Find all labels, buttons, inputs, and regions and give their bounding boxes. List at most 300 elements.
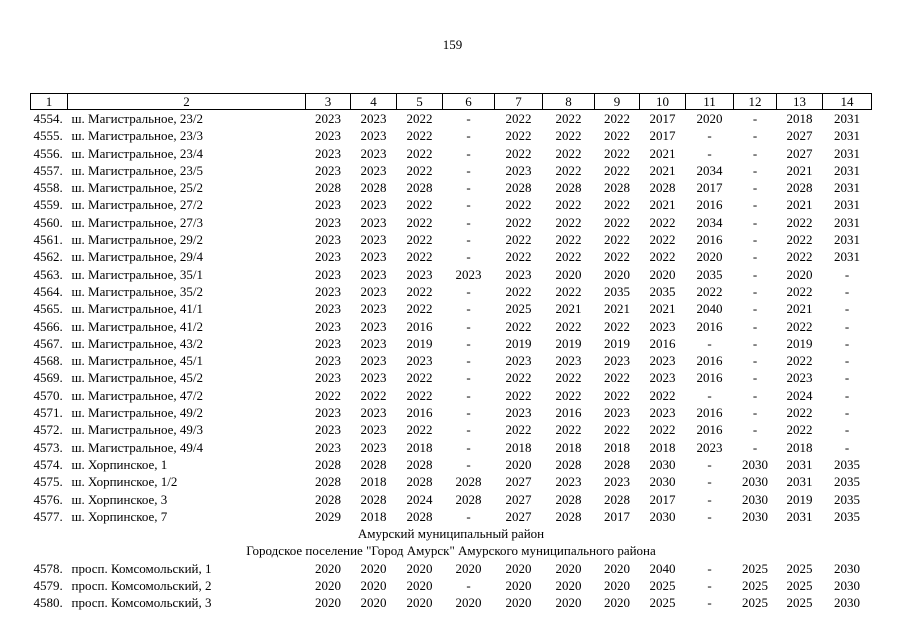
value-col-10: 2021 [649,145,676,161]
value-col-13: 2031 [786,474,813,490]
value-col-10: 2030 [649,474,676,490]
value-col-8: 2022 [555,249,582,265]
value-col-4: 2028 [360,456,387,472]
value-col-12: 2030 [742,474,768,490]
address: ш. Магистральное, 35/2 [71,283,204,299]
table-row [31,491,872,508]
value-col-5: 2018 [406,439,433,455]
value-col-13: 2027 [786,145,813,161]
value-col-5: 2022 [406,197,433,213]
value-col-9: 2023 [604,353,630,369]
value-col-13: 2022 [786,214,813,230]
row-number: 4557. [33,162,63,178]
address: ш. Магистральное, 47/2 [71,387,204,403]
value-col-3: 2020 [315,560,341,576]
value-col-6: 2020 [455,595,482,611]
value-col-6: 2028 [455,474,482,490]
value-col-10: 2022 [649,232,676,248]
value-col-12: - [752,283,758,299]
value-col-10: 2018 [649,439,676,455]
value-col-10: 2028 [649,180,676,196]
table-row [31,214,872,231]
table-header [31,94,872,110]
value-col-9: 2020 [604,560,630,576]
value-col-14: - [844,335,850,351]
table-row [31,387,872,404]
value-col-7: 2023 [505,353,532,369]
value-col-11: 2016 [696,232,723,248]
value-col-7: 2022 [505,422,532,438]
value-col-5: 2016 [406,405,433,421]
table-row [31,145,872,162]
value-col-4: 2018 [360,474,387,490]
table-row [31,352,872,369]
value-col-14: - [844,301,850,317]
value-col-10: 2021 [649,301,676,317]
table-row [31,439,872,456]
value-col-7: 2027 [505,474,532,490]
value-col-12: 2025 [742,595,768,611]
value-col-14: 2031 [834,111,860,126]
value-col-13: 2024 [786,387,813,403]
value-col-4: 2023 [360,214,387,230]
value-col-9: 2018 [604,439,630,455]
value-col-6: - [466,578,471,594]
table-row [31,179,872,196]
value-col-12: - [752,249,758,265]
value-col-7: 2023 [505,266,532,282]
table-row [31,508,872,525]
value-col-9: 2022 [604,370,630,386]
value-col-9: 2028 [604,491,630,507]
value-col-14: 2030 [834,595,860,611]
value-col-8: 2022 [555,128,582,144]
table-row [31,335,872,352]
value-col-12: 2030 [742,456,768,472]
value-col-8: 2022 [555,111,582,126]
value-col-7: 2022 [505,232,532,248]
value-col-13: 2021 [786,162,813,178]
value-col-7: 2019 [505,335,532,351]
value-col-13: 2020 [786,266,813,282]
value-col-5: 2019 [406,335,433,351]
value-col-13: 2028 [786,180,813,196]
row-number: 4568. [33,353,63,369]
value-col-6: - [466,318,471,334]
row-number: 4565. [33,301,63,317]
value-col-7: 2022 [505,370,532,386]
value-col-12: 2030 [742,491,768,507]
value-col-11: - [707,595,712,611]
table-row [31,594,872,611]
value-col-9: 2022 [604,145,630,161]
value-col-4: 2023 [360,111,387,126]
value-col-11: 2016 [696,353,723,369]
table-row [31,369,872,386]
value-col-9: 2022 [604,318,630,334]
value-col-9: 2022 [604,387,630,403]
value-col-4: 2020 [360,578,387,594]
value-col-11: 2034 [696,214,723,230]
value-col-12: - [752,353,758,369]
value-col-10: 2022 [649,214,676,230]
value-col-11: 2016 [696,422,723,438]
value-col-7: 2022 [505,145,532,161]
value-col-5: 2022 [406,283,433,299]
value-col-5: 2022 [406,232,433,248]
value-col-13: 2027 [786,128,813,144]
table-row [31,266,872,283]
value-col-6: - [466,232,471,248]
value-col-14: 2035 [834,456,860,472]
value-col-8: 2022 [555,214,582,230]
value-col-5: 2023 [406,266,433,282]
value-col-7: 2022 [505,128,532,144]
address: ш. Магистральное, 41/2 [71,318,204,334]
value-col-9: 2022 [604,249,630,265]
value-col-8: 2022 [555,283,582,299]
value-col-7: 2028 [505,180,532,196]
value-col-5: 2022 [406,301,433,317]
value-col-10: 2021 [649,197,676,213]
value-col-14: 2030 [834,560,860,576]
address: ш. Магистральное, 23/5 [71,162,204,178]
value-col-5: 2022 [406,387,433,403]
value-col-4: 2023 [360,266,387,282]
header-col-11: 11 [686,94,734,110]
value-col-10: 2023 [649,405,676,421]
address: ш. Магистральное, 49/4 [71,439,204,455]
value-col-14: 2031 [834,145,860,161]
value-col-6: - [466,128,471,144]
value-col-4: 2023 [360,301,387,317]
value-col-3: 2023 [315,353,341,369]
value-col-12: - [752,111,758,126]
value-col-12: - [752,128,758,144]
table-row [31,456,872,473]
value-col-7: 2018 [505,439,532,455]
row-number: 4562. [33,249,63,265]
value-col-11: 2034 [696,162,723,178]
section-heading: Городское поселение "Город Амурск" Амурского муниципального района [246,543,656,559]
value-col-10: 2017 [649,491,676,507]
value-col-7: 2023 [505,405,532,421]
value-col-13: 2025 [786,595,813,611]
value-col-4: 2028 [360,180,387,196]
value-col-13: 2019 [786,491,813,507]
value-col-7: 2022 [505,249,532,265]
header-col-1: 1 [31,94,68,110]
row-number: 4559. [33,197,63,213]
address: ш. Магистральное, 29/2 [71,232,204,248]
value-col-11: 2016 [696,405,723,421]
value-col-6: - [466,197,471,213]
value-col-9: 2023 [604,405,630,421]
value-col-14: 2031 [834,214,860,230]
value-col-9: 2022 [604,232,630,248]
value-col-9: 2020 [604,595,630,611]
value-col-6: - [466,301,471,317]
value-col-8: 2022 [555,387,582,403]
value-col-8: 2028 [555,491,582,507]
row-number: 4560. [33,214,63,230]
value-col-5: 2022 [406,162,433,178]
value-col-12: - [752,180,758,196]
value-col-6: 2023 [455,266,482,282]
value-col-12: - [752,370,758,386]
value-col-10: 2023 [649,370,676,386]
value-col-9: 2019 [604,335,630,351]
table-row [31,318,872,335]
row-number: 4558. [33,180,63,196]
value-col-8: 2021 [555,301,582,317]
table-row [31,162,872,179]
value-col-9: 2021 [604,301,630,317]
value-col-12: - [752,405,758,421]
value-col-12: - [752,162,758,178]
value-col-6: - [466,335,471,351]
value-col-3: 2023 [315,162,341,178]
address: ш. Магистральное, 23/2 [71,111,204,126]
value-col-7: 2022 [505,197,532,213]
value-col-14: 2035 [834,508,860,524]
header-col-4: 4 [351,94,397,110]
address: ш. Магистральное, 25/2 [71,180,204,196]
value-col-12: - [752,232,758,248]
value-col-9: 2022 [604,422,630,438]
value-col-10: 2017 [649,111,676,126]
value-col-4: 2023 [360,439,387,455]
value-col-7: 2023 [505,162,532,178]
value-col-6: - [466,456,471,472]
value-col-8: 2018 [555,439,582,455]
value-col-10: 2022 [649,387,676,403]
value-col-13: 2022 [786,353,813,369]
value-col-3: 2022 [315,387,341,403]
value-col-9: 2028 [604,180,630,196]
value-col-3: 2023 [315,266,341,282]
value-col-10: 2035 [649,283,676,299]
header-col-3: 3 [306,94,351,110]
header-row [31,94,872,110]
value-col-14: 2035 [834,474,860,490]
value-col-4: 2023 [360,422,387,438]
table-row [31,110,872,128]
row-number: 4554. [33,111,63,126]
value-col-11: 2017 [696,180,723,196]
value-col-8: 2023 [555,474,582,490]
value-col-5: 2022 [406,249,433,265]
value-col-3: 2023 [315,128,341,144]
value-col-4: 2018 [360,508,387,524]
value-col-4: 2023 [360,405,387,421]
value-col-13: 2022 [786,249,813,265]
value-col-6: - [466,439,471,455]
value-col-11: 2040 [696,301,723,317]
address: ш. Магистральное, 45/2 [71,370,204,386]
value-col-13: 2022 [786,232,813,248]
value-col-11: - [707,145,712,161]
value-col-7: 2020 [505,578,532,594]
value-col-14: - [844,405,850,421]
row-number: 4575. [33,474,63,490]
value-col-7: 2020 [505,456,532,472]
header-col-5: 5 [397,94,443,110]
address: ш. Магистральное, 23/4 [71,145,204,161]
value-col-14: 2031 [834,180,860,196]
value-col-6: - [466,249,471,265]
value-col-5: 2022 [406,128,433,144]
table-row [31,231,872,248]
row-number: 4576. [33,491,63,507]
value-col-6: 2020 [455,560,482,576]
value-col-3: 2028 [315,456,341,472]
value-col-11: - [707,387,712,403]
address: ш. Хорпинское, 1/2 [71,474,178,490]
value-col-14: 2031 [834,128,860,144]
value-col-3: 2023 [315,422,341,438]
value-col-11: - [707,128,712,144]
value-col-14: 2035 [834,491,860,507]
value-col-8: 2020 [555,560,582,576]
value-col-14: - [844,439,850,455]
value-col-4: 2023 [360,283,387,299]
row-number: 4564. [33,283,63,299]
value-col-10: 2023 [649,353,676,369]
value-col-5: 2020 [406,578,433,594]
value-col-7: 2022 [505,318,532,334]
value-col-13: 2025 [786,578,813,594]
value-col-3: 2023 [315,335,341,351]
value-col-5: 2024 [406,491,433,507]
value-col-5: 2028 [406,508,433,524]
value-col-6: - [466,370,471,386]
section-heading-row [31,525,872,542]
value-col-3: 2029 [315,508,341,524]
table-row [31,127,872,144]
value-col-3: 2020 [315,595,341,611]
value-col-8: 2022 [555,145,582,161]
row-number: 4566. [33,318,63,334]
table-row [31,196,872,213]
value-col-12: - [752,145,758,161]
value-col-4: 2023 [360,335,387,351]
value-col-13: 2031 [786,508,813,524]
value-col-9: 2020 [604,266,630,282]
row-number: 4578. [33,560,63,576]
value-col-12: - [752,387,758,403]
row-number: 4572. [33,422,63,438]
value-col-5: 2023 [406,353,433,369]
value-col-3: 2023 [315,249,341,265]
value-col-12: - [752,301,758,317]
header-col-13: 13 [777,94,823,110]
header-col-2: 2 [68,94,306,110]
address: ш. Магистральное, 35/1 [71,266,204,282]
value-col-9: 2022 [604,197,630,213]
value-col-13: 2031 [786,456,813,472]
value-col-13: 2021 [786,301,813,317]
value-col-5: 2022 [406,422,433,438]
value-col-3: 2023 [315,214,341,230]
value-col-8: 2020 [555,266,582,282]
value-col-11: - [707,456,712,472]
value-col-4: 2023 [360,145,387,161]
value-col-8: 2022 [555,197,582,213]
value-col-9: 2020 [604,578,630,594]
header-col-10: 10 [640,94,686,110]
value-col-6: - [466,283,471,299]
value-col-13: 2022 [786,283,813,299]
address: ш. Магистральное, 23/3 [71,128,204,144]
value-col-11: 2016 [696,318,723,334]
value-col-14: 2031 [834,232,860,248]
value-col-7: 2025 [505,301,532,317]
value-col-11: - [707,474,712,490]
value-col-10: 2022 [649,249,676,265]
value-col-14: - [844,422,850,438]
value-col-7: 2022 [505,283,532,299]
value-col-14: 2031 [834,249,860,265]
value-col-4: 2022 [360,387,387,403]
value-col-10: 2020 [649,266,676,282]
value-col-12: - [752,439,758,455]
value-col-3: 2028 [315,180,341,196]
value-col-7: 2022 [505,111,532,126]
row-number: 4577. [33,508,63,524]
value-col-11: - [707,335,712,351]
address: ш. Магистральное, 27/3 [71,214,204,230]
value-col-14: - [844,283,850,299]
table-row [31,421,872,438]
value-col-13: 2022 [786,405,813,421]
row-number: 4574. [33,456,63,472]
value-col-10: 2030 [649,508,676,524]
header-col-14: 14 [823,94,872,110]
value-col-4: 2023 [360,197,387,213]
value-col-5: 2028 [406,474,433,490]
value-col-5: 2022 [406,214,433,230]
value-col-3: 2023 [315,111,341,126]
address: просп. Комсомольский, 2 [71,578,212,594]
header-col-7: 7 [495,94,543,110]
value-col-11: 2023 [696,439,723,455]
value-col-3: 2023 [315,197,341,213]
address: ш. Магистральное, 49/3 [71,422,204,438]
address: ш. Магистральное, 41/1 [71,301,204,317]
value-col-6: - [466,353,471,369]
value-col-10: 2025 [649,595,676,611]
value-col-4: 2023 [360,232,387,248]
address: ш. Магистральное, 43/2 [71,335,204,351]
value-col-14: - [844,353,850,369]
header-col-12: 12 [734,94,777,110]
value-col-6: - [466,508,471,524]
row-number: 4569. [33,370,63,386]
value-col-10: 2021 [649,162,676,178]
address: просп. Комсомольский, 3 [71,595,212,611]
value-col-7: 2027 [505,491,532,507]
value-col-8: 2022 [555,318,582,334]
value-col-13: 2023 [786,370,813,386]
row-number: 4579. [33,578,63,594]
value-col-11: - [707,560,712,576]
value-col-8: 2028 [555,508,582,524]
address: ш. Магистральное, 29/4 [71,249,204,265]
value-col-7: 2020 [505,560,532,576]
value-col-3: 2023 [315,405,341,421]
value-col-8: 2016 [555,405,582,421]
